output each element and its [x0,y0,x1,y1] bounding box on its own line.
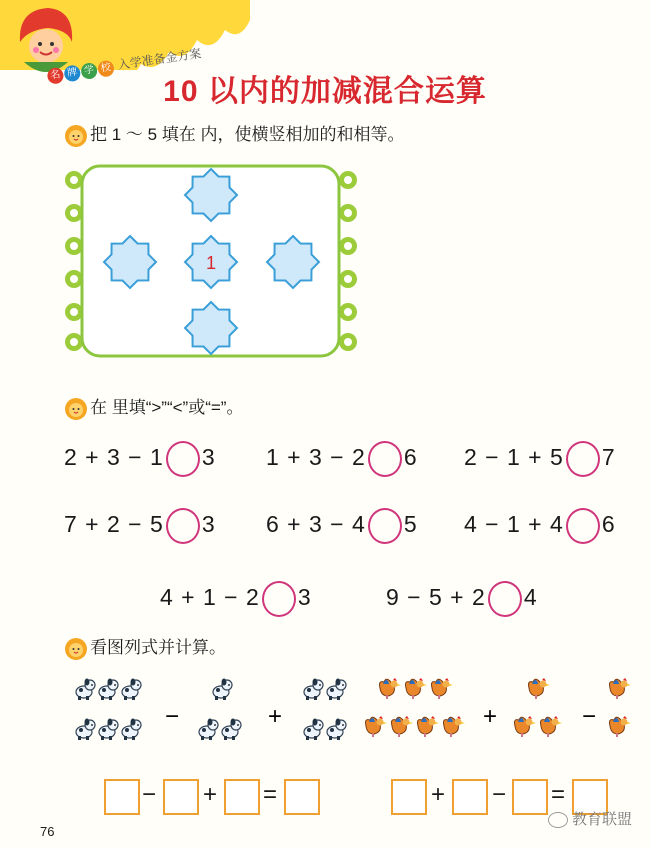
series-text: 入学准备金方案 [116,46,203,72]
expression: 6 + 3 − 4 [266,511,366,538]
equation-operator: = [551,781,566,808]
answer-circle[interactable] [166,441,200,477]
expression: 7 + 2 − 5 [64,511,164,538]
answer-circle[interactable] [566,441,600,477]
compare-value: 5 [403,511,418,538]
series-badge: 名 [46,67,64,85]
lion-bullet-icon [64,397,88,421]
dog-group-2 [199,679,241,741]
star-slot-left[interactable] [104,236,156,288]
star-slot-top[interactable] [185,169,237,221]
hen-group-3 [610,678,632,737]
compare-value: 6 [403,444,418,471]
compare-value: 7 [601,444,616,471]
hen-group-1 [366,678,466,737]
section1-instruction-row [64,120,405,148]
answer-box[interactable] [452,779,488,815]
watermark [548,808,632,829]
answer-circle[interactable] [488,581,522,617]
comparison-item [64,441,216,477]
equation-operator: − [492,781,507,808]
answer-circle[interactable] [166,508,200,544]
star-slot-right[interactable] [267,236,319,288]
comparison-item [64,508,216,544]
dog-group-1 [76,679,141,741]
section3-instruction: 看图列式并计算。 [90,638,226,657]
answer-box[interactable] [163,779,199,815]
expression: 4 − 1 + 4 [464,511,564,538]
dog-group-3 [304,679,346,741]
watermark-text: 教育联盟 [572,811,633,828]
comparison-item [266,508,418,544]
compare-value: 6 [601,511,616,538]
picture-operator: + [268,703,283,730]
equation-operator: − [142,781,157,808]
hen-group-2 [515,678,563,737]
compare-value: 3 [201,444,216,471]
answer-circle[interactable] [368,441,402,477]
equation-operator: + [203,781,218,808]
series-badge: 牌 [63,64,81,82]
answer-circle[interactable] [566,508,600,544]
star-puzzle-board [64,162,359,362]
picture-groups [0,670,650,760]
center-star-value: 1 [205,253,217,273]
compare-value: 3 [201,511,216,538]
answer-box[interactable] [391,779,427,815]
comparison-item [160,581,312,617]
star-slot-bottom[interactable] [185,302,237,354]
section2-instruction: 在 里填“>”“<”或“=”。 [90,398,244,417]
answer-circle[interactable] [368,508,402,544]
expression: 1 + 3 − 2 [266,444,366,471]
lion-bullet-icon [64,124,88,148]
comparison-item [386,581,538,617]
chat-bubble-icon [548,812,568,828]
picture-operator: − [582,703,597,730]
page-title: 10 以内的加减混合运算 [163,75,487,108]
expression: 4 + 1 − 2 [160,584,260,611]
section2-instruction-row [64,393,243,421]
answer-circle[interactable] [262,581,296,617]
page-number: 76 [40,824,55,839]
answer-box[interactable] [284,779,320,815]
picture-operator: + [483,703,498,730]
section1-instruction: 把 1 ～ 5 填在 内，使横竖相加的和相等。 [90,125,405,144]
equation-operator: + [431,781,446,808]
picture-operator: − [165,703,180,730]
comparison-item [464,508,616,544]
answer-box[interactable] [224,779,260,815]
lion-bullet-icon [64,637,88,661]
expression: 9 − 5 + 2 [386,584,486,611]
answer-box[interactable] [512,779,548,815]
compare-value: 4 [523,584,538,611]
expression: 2 + 3 − 1 [64,444,164,471]
comparison-item [266,441,418,477]
compare-value: 3 [297,584,312,611]
series-badge: 校 [97,60,115,78]
equation-operator: = [263,781,278,808]
section3-instruction-row [64,633,226,661]
comparison-item [464,441,616,477]
expression: 2 − 1 + 5 [464,444,564,471]
answer-box[interactable] [104,779,140,815]
series-badge: 学 [80,62,98,80]
